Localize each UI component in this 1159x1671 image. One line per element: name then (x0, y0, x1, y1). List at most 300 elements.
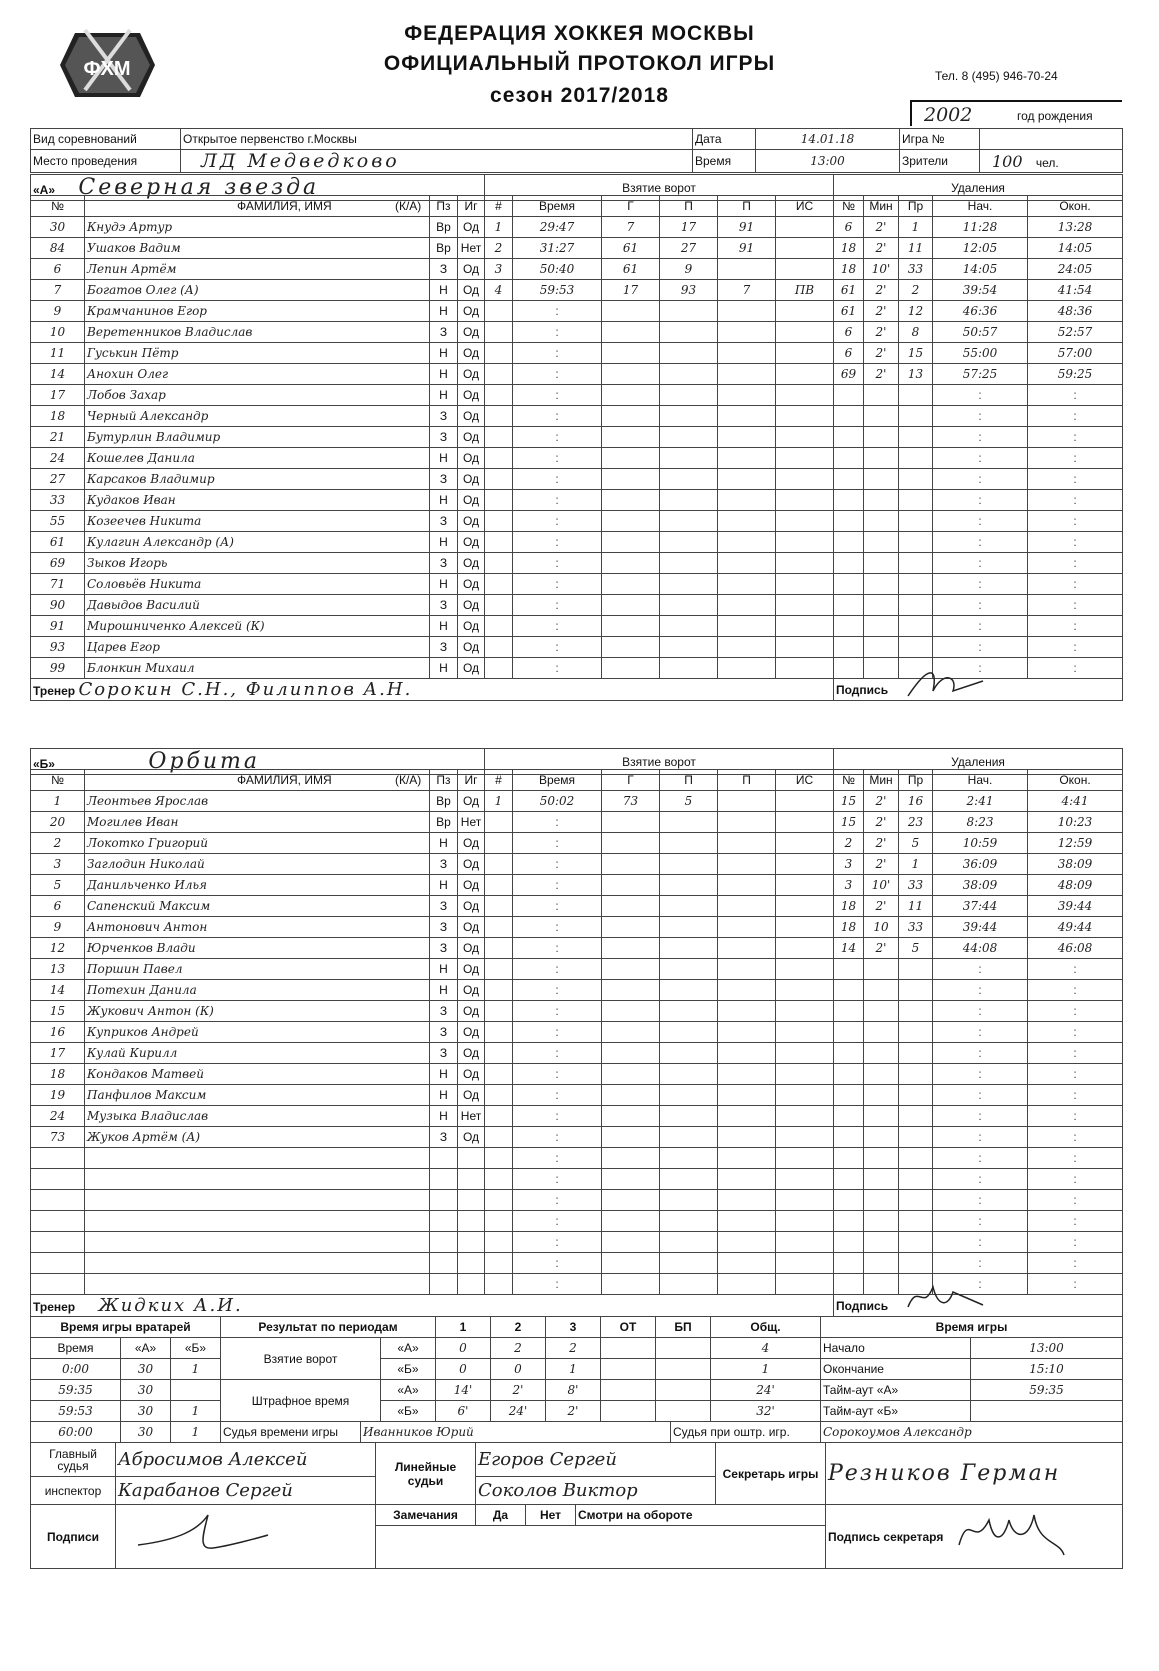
b-goal-col-is: ИС (776, 770, 834, 791)
penalty-player (834, 511, 864, 532)
penalty-reason (899, 1253, 933, 1274)
goals-b-p1: 0 (436, 1359, 491, 1380)
penalty-reason: 11 (899, 896, 933, 917)
game-start-label: Начало (821, 1338, 971, 1359)
goal-situation (776, 1001, 834, 1022)
goal-number (485, 616, 513, 637)
penalty-end: : (1028, 595, 1123, 616)
player-position: Н (430, 301, 458, 322)
player-number: 99 (31, 658, 85, 679)
player-number: 93 (31, 637, 85, 658)
penalty-start: 44:08 (933, 938, 1028, 959)
penalty-start: : (933, 1001, 1028, 1022)
penalty-row (834, 875, 1123, 896)
player-number: 21 (31, 427, 85, 448)
goal-number (485, 812, 513, 833)
goal-scorer (602, 490, 660, 511)
pim-a-p2: 2' (491, 1380, 546, 1401)
penalty-player: 15 (834, 791, 864, 812)
player-number: 1 (31, 791, 85, 812)
penalty-row (834, 616, 1123, 637)
penalty-start: 2:41 (933, 791, 1028, 812)
goal-scorer (602, 1253, 660, 1274)
goal-scorer (602, 364, 660, 385)
player-played: Од (458, 637, 485, 658)
team-a-signature-label: Подпись (836, 682, 889, 697)
competition-label: Вид соревнований (31, 129, 181, 150)
penalty-end: 49:44 (1028, 917, 1123, 938)
penalty-reason (899, 553, 933, 574)
penalty-player (834, 1085, 864, 1106)
player-played: Од (458, 301, 485, 322)
roster-row (31, 1169, 485, 1190)
penalty-row (834, 490, 1123, 511)
goal-number (485, 1127, 513, 1148)
goal-scorer: 17 (602, 280, 660, 301)
penalty-end: 52:57 (1028, 322, 1123, 343)
goal-scorer (602, 1022, 660, 1043)
team-b-roster (30, 769, 485, 1295)
b-col-name-label: ФАМИЛИЯ, ИМЯ (237, 773, 332, 787)
see-back: Смотри на обороте (576, 1505, 826, 1526)
penalty-end: 14:05 (1028, 238, 1123, 259)
periods-pim-label: Штрафное время (221, 1380, 381, 1422)
remarks-yes[interactable]: Да (476, 1505, 526, 1526)
goal-row (485, 637, 834, 658)
goal-row (485, 833, 834, 854)
roster-row (31, 1232, 485, 1253)
goal-time: : (513, 938, 602, 959)
penalty-reason (899, 490, 933, 511)
period-col-total: Общ. (711, 1317, 821, 1338)
goal-situation (776, 1106, 834, 1127)
penalty-start: : (933, 1169, 1028, 1190)
goal-time: : (513, 574, 602, 595)
goal-number (485, 658, 513, 679)
goal-assist-2 (718, 1148, 776, 1169)
main-judge: Абросимов Алексей (116, 1443, 376, 1477)
roster-row (31, 917, 485, 938)
goal-time: : (513, 469, 602, 490)
roster-row (31, 1127, 485, 1148)
goal-assist-1 (660, 875, 718, 896)
penalty-player: 2 (834, 833, 864, 854)
goal-row (485, 511, 834, 532)
goals-a-bp (656, 1338, 711, 1359)
player-name: Кулай Кирилл (85, 1043, 430, 1064)
player-name: Локотко Григорий (85, 833, 430, 854)
player-name: Данильченко Илья (85, 875, 430, 896)
player-name: Могилев Иван (85, 812, 430, 833)
pim-b-bp (656, 1401, 711, 1422)
penalty-reason: 2 (899, 280, 933, 301)
penalty-start: : (933, 1190, 1028, 1211)
goal-scorer (602, 896, 660, 917)
roster-row (31, 511, 485, 532)
player-position: Н (430, 833, 458, 854)
player-number: 69 (31, 553, 85, 574)
game-end-label: Окончание (821, 1359, 971, 1380)
periods-goals-a-label: «А» (381, 1338, 436, 1359)
goal-assist-2 (718, 1064, 776, 1085)
player-position: Н (430, 616, 458, 637)
penalty-minutes: 2' (864, 833, 899, 854)
penalty-end: 46:08 (1028, 938, 1123, 959)
penalty-end: : (1028, 1022, 1123, 1043)
penalty-judge-label: Судья при оштр. игр. (671, 1422, 821, 1443)
penalty-row (834, 1127, 1123, 1148)
roster-row (31, 658, 485, 679)
penalty-start: : (933, 490, 1028, 511)
goal-situation (776, 406, 834, 427)
goal-assist-2 (718, 917, 776, 938)
penalty-minutes (864, 427, 899, 448)
secretary-signature-icon (949, 1505, 1069, 1560)
penalty-minutes (864, 1001, 899, 1022)
signatures-table (30, 1504, 1123, 1569)
penalty-row (834, 532, 1123, 553)
goal-row (485, 1043, 834, 1064)
penalty-row (834, 896, 1123, 917)
goal-assist-1 (660, 490, 718, 511)
team-a-coach-label: Тренер (33, 684, 76, 698)
roster-row (31, 469, 485, 490)
remarks-area (376, 1526, 826, 1569)
goal-situation: ПВ (776, 280, 834, 301)
goalie-time-table (30, 1316, 221, 1443)
player-position: Н (430, 980, 458, 1001)
player-position: Н (430, 875, 458, 896)
goal-assist-1 (660, 812, 718, 833)
goal-assist-2 (718, 1022, 776, 1043)
goal-time: : (513, 364, 602, 385)
goal-time: : (513, 1127, 602, 1148)
player-position (430, 1232, 458, 1253)
penalty-player (834, 1190, 864, 1211)
game-no (980, 129, 1123, 150)
player-name (85, 1253, 430, 1274)
goal-assist-1: 93 (660, 280, 718, 301)
penalty-start: : (933, 1148, 1028, 1169)
team-a-footer (30, 678, 1123, 701)
goal-assist-2 (718, 875, 776, 896)
goal-situation (776, 469, 834, 490)
goal-row (485, 1127, 834, 1148)
team-a-penalties (833, 195, 1123, 679)
penalty-start: : (933, 1043, 1028, 1064)
goal-assist-2 (718, 1085, 776, 1106)
player-name: Черный Александр (85, 406, 430, 427)
game-end: 15:10 (971, 1359, 1123, 1380)
period-col-bp: БП (656, 1317, 711, 1338)
phone: Тел. 8 (495) 946-70-24 (935, 69, 1058, 83)
game-time-title: Время игры (821, 1317, 1123, 1338)
goal-row (485, 854, 834, 875)
goal-scorer (602, 1169, 660, 1190)
penalty-minutes (864, 595, 899, 616)
goal-assist-2 (718, 1232, 776, 1253)
roster-row (31, 364, 485, 385)
goals-b-p3: 1 (546, 1359, 601, 1380)
goal-row (485, 532, 834, 553)
roster-row (31, 259, 485, 280)
goal-assist-2 (718, 385, 776, 406)
secretary-sign-label: Подпись секретаря (828, 1529, 944, 1544)
player-position (430, 1253, 458, 1274)
goal-number: 2 (485, 238, 513, 259)
penalty-player (834, 1106, 864, 1127)
goal-time: : (513, 343, 602, 364)
penalty-player (834, 616, 864, 637)
team-b-signature-icon (898, 1295, 988, 1317)
player-number: 14 (31, 364, 85, 385)
player-name: Бутурлин Владимир (85, 427, 430, 448)
pen-col-num: № (834, 196, 864, 217)
penalty-start: 50:57 (933, 322, 1028, 343)
goal-number (485, 917, 513, 938)
penalty-player: 6 (834, 322, 864, 343)
penalty-end: : (1028, 637, 1123, 658)
goal-scorer (602, 1106, 660, 1127)
penalty-reason (899, 1148, 933, 1169)
player-name: Кулагин Александр (А) (85, 532, 430, 553)
goal-time: : (513, 1232, 602, 1253)
goal-number (485, 896, 513, 917)
goal-assist-2: 91 (718, 238, 776, 259)
penalty-minutes (864, 658, 899, 679)
penalty-minutes: 2' (864, 301, 899, 322)
penalty-minutes (864, 1064, 899, 1085)
roster-row (31, 490, 485, 511)
goal-scorer (602, 1148, 660, 1169)
player-number: 30 (31, 217, 85, 238)
penalty-reason (899, 511, 933, 532)
penalty-player (834, 1127, 864, 1148)
player-name: Лепин Артём (85, 259, 430, 280)
penalty-player (834, 595, 864, 616)
player-name: Музыка Владислав (85, 1106, 430, 1127)
penalty-end: : (1028, 1190, 1123, 1211)
player-position: З (430, 917, 458, 938)
goal-situation (776, 1085, 834, 1106)
goal-assist-1 (660, 511, 718, 532)
goal-time: : (513, 1085, 602, 1106)
roster-row (31, 217, 485, 238)
player-played: Од (458, 959, 485, 980)
player-number: 55 (31, 511, 85, 532)
goal-assist-2 (718, 406, 776, 427)
goal-situation (776, 616, 834, 637)
goal-number: 1 (485, 217, 513, 238)
player-position: Н (430, 448, 458, 469)
player-position: Н (430, 343, 458, 364)
penalty-start: : (933, 1022, 1028, 1043)
penalty-minutes (864, 616, 899, 637)
goal-row (485, 1064, 834, 1085)
penalty-start: : (933, 959, 1028, 980)
goal-assist-2 (718, 1253, 776, 1274)
penalty-minutes: 2' (864, 280, 899, 301)
goal-number (485, 574, 513, 595)
player-name (85, 1169, 430, 1190)
pim-a-bp (656, 1380, 711, 1401)
b-goal-col-time: Время (513, 770, 602, 791)
pim-b-p3: 2' (546, 1401, 601, 1422)
penalty-end: : (1028, 469, 1123, 490)
goal-time: : (513, 917, 602, 938)
penalty-row (834, 1211, 1123, 1232)
penalty-reason: 13 (899, 364, 933, 385)
goal-col-p2: П (718, 196, 776, 217)
player-played: Од (458, 1127, 485, 1148)
pim-b-ot (601, 1401, 656, 1422)
goal-number (485, 875, 513, 896)
roster-row (31, 980, 485, 1001)
team-b-signature-label: Подпись (836, 1298, 889, 1313)
goal-situation (776, 532, 834, 553)
penalty-end: : (1028, 511, 1123, 532)
goal-assist-1: 27 (660, 238, 718, 259)
penalty-player: 18 (834, 917, 864, 938)
player-position: З (430, 854, 458, 875)
team-b-penalties (833, 769, 1123, 1295)
goalie-time: 59:35 (31, 1380, 121, 1401)
penalty-end: : (1028, 959, 1123, 980)
goal-scorer: 61 (602, 259, 660, 280)
goal-assist-1 (660, 1232, 718, 1253)
goal-assist-1 (660, 1022, 718, 1043)
player-number: 27 (31, 469, 85, 490)
goalie-h-time: Время (31, 1338, 121, 1359)
goal-scorer (602, 343, 660, 364)
goal-assist-2 (718, 791, 776, 812)
goal-assist-2 (718, 616, 776, 637)
penalty-reason: 5 (899, 938, 933, 959)
penalty-end: : (1028, 427, 1123, 448)
penalty-row (834, 238, 1123, 259)
player-position: З (430, 406, 458, 427)
penalty-reason (899, 595, 933, 616)
penalty-minutes (864, 959, 899, 980)
team-b-coach-label: Тренер (33, 1300, 76, 1314)
goal-number (485, 1085, 513, 1106)
roster-row (31, 1274, 485, 1295)
goal-assist-2: 7 (718, 280, 776, 301)
roster-row (31, 1064, 485, 1085)
goal-assist-1 (660, 427, 718, 448)
penalty-row (834, 343, 1123, 364)
penalty-player (834, 490, 864, 511)
goal-scorer (602, 1232, 660, 1253)
penalty-minutes: 2' (864, 364, 899, 385)
roster-row (31, 854, 485, 875)
penalty-reason (899, 532, 933, 553)
penalty-reason (899, 385, 933, 406)
penalty-player (834, 1043, 864, 1064)
player-position: З (430, 511, 458, 532)
player-number (31, 1169, 85, 1190)
player-position: Вр (430, 217, 458, 238)
penalty-start: 10:59 (933, 833, 1028, 854)
goal-number (485, 980, 513, 1001)
goal-scorer (602, 406, 660, 427)
goal-assist-1 (660, 1169, 718, 1190)
goal-situation (776, 1253, 834, 1274)
goal-assist-1 (660, 448, 718, 469)
goal-number (485, 1106, 513, 1127)
player-name: Гуськин Пётр (85, 343, 430, 364)
goal-assist-1 (660, 1106, 718, 1127)
penalty-end: : (1028, 1253, 1123, 1274)
goal-assist-2 (718, 343, 776, 364)
player-played: Од (458, 1001, 485, 1022)
goal-scorer (602, 427, 660, 448)
player-name: Леонтьев Ярослав (85, 791, 430, 812)
goal-assist-2 (718, 259, 776, 280)
player-name: Кондаков Матвей (85, 1064, 430, 1085)
goal-number (485, 490, 513, 511)
goalie-b: 1 (171, 1422, 221, 1443)
penalty-start: : (933, 1127, 1028, 1148)
player-position: Н (430, 490, 458, 511)
goal-situation (776, 343, 834, 364)
goal-assist-2 (718, 833, 776, 854)
roster-row (31, 896, 485, 917)
penalty-end: 59:25 (1028, 364, 1123, 385)
time-judge-label: Судья времени игры (221, 1422, 361, 1443)
player-played: Од (458, 875, 485, 896)
goalie-row (31, 1422, 221, 1443)
penalty-minutes (864, 980, 899, 1001)
goal-assist-1 (660, 959, 718, 980)
goal-col-is: ИС (776, 196, 834, 217)
player-position: Н (430, 1106, 458, 1127)
penalty-reason (899, 1190, 933, 1211)
goal-row (485, 1106, 834, 1127)
b-goal-col-p2: П (718, 770, 776, 791)
penalty-end: : (1028, 406, 1123, 427)
roster-row (31, 1148, 485, 1169)
player-played: Од (458, 259, 485, 280)
player-number: 91 (31, 616, 85, 637)
b-col-pz: Пз (430, 770, 458, 791)
penalty-start: 12:05 (933, 238, 1028, 259)
goal-row (485, 938, 834, 959)
penalty-player: 61 (834, 280, 864, 301)
remarks-no[interactable]: Нет (526, 1505, 576, 1526)
time-judge: Иванников Юрий (361, 1422, 671, 1443)
goal-situation (776, 301, 834, 322)
player-played: Од (458, 791, 485, 812)
player-name: Блонкин Михаил (85, 658, 430, 679)
player-number: 10 (31, 322, 85, 343)
b-col-ka-label: (К/А) (394, 773, 422, 787)
player-played: Од (458, 595, 485, 616)
goal-number (485, 553, 513, 574)
player-number (31, 1190, 85, 1211)
penalty-minutes (864, 574, 899, 595)
player-name: Ушаков Вадим (85, 238, 430, 259)
penalty-row (834, 1022, 1123, 1043)
roster-row (31, 1043, 485, 1064)
goal-time: : (513, 1274, 602, 1295)
penalty-end: : (1028, 532, 1123, 553)
penalty-minutes (864, 1253, 899, 1274)
penalty-player: 3 (834, 875, 864, 896)
goal-number (485, 1064, 513, 1085)
penalty-player: 3 (834, 854, 864, 875)
goal-assist-1 (660, 553, 718, 574)
